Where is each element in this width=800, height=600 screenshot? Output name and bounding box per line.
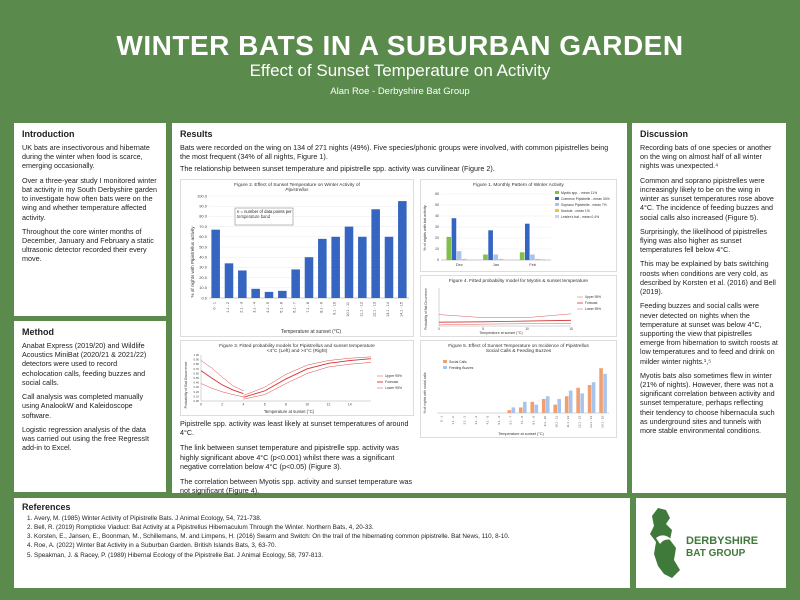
figure-3-chart	[180, 340, 414, 416]
logo-text-line1: DERBYSHIRE	[686, 535, 759, 547]
figure-5-y-label: % of nights with social calls	[423, 372, 427, 414]
figure-5-bar	[569, 391, 573, 413]
figure-5-x-tick: 5.1 - 6	[497, 416, 502, 425]
figure-5-bar	[553, 405, 557, 413]
figure-3-y-tick: 0.70	[193, 366, 199, 371]
figure-5-x-tick: 6.1 - 7	[508, 416, 513, 425]
figure-2-x-tick: 8.1 - 9	[319, 302, 324, 313]
results-conclusions	[180, 419, 418, 501]
figure-1-y-label: % of nights with bat activity	[423, 205, 427, 251]
figure-2-y-label: % of nights with Pipistrellus activity	[190, 226, 195, 298]
figure-4-series-line	[439, 314, 571, 318]
figure-5-bar	[508, 410, 512, 413]
derbyshire-bat-group-logo	[636, 498, 786, 588]
figure-4-x-tick: 5	[482, 327, 484, 331]
figure-2-x-tick: 9.1 - 10	[332, 302, 337, 315]
figure-3-x-tick: 2	[221, 402, 224, 407]
figure-2-bar	[291, 269, 300, 298]
figure-5-x-tick: 3.1 - 4	[474, 416, 479, 425]
figure-2-bar	[398, 201, 407, 298]
figure-2-x-tick: 10.1 - 11	[346, 302, 350, 317]
figure-2-y-tick: 30.0	[199, 264, 207, 270]
figure-3-series-line	[201, 371, 244, 394]
figure-3-x-tick: 6	[263, 402, 266, 407]
figure-2-bar	[251, 289, 260, 298]
figure-1-bar	[462, 259, 467, 260]
figure-1-bar	[535, 259, 540, 260]
figure-1-title: Figure 1. Monthly Pattern of Winter Activity	[473, 183, 564, 188]
figure-2-note: n = number of data points per temperature band	[237, 209, 292, 220]
figure-5-bar	[530, 402, 534, 413]
figure-2-y-tick: 90.0	[199, 203, 207, 209]
figure-2-x-label: Temperature at sunset (°C)	[280, 329, 342, 335]
method-paragraph: Anabat Express (2019/20) and Wildlife Acoustics MiniBat (2020/21 & 2021/22) detectors were used to record echolocation calls, feeding buzzes and social calls.	[22, 341, 147, 387]
figure-5-bar	[580, 393, 584, 413]
figure-4-legend-label: Lower 95%	[585, 307, 601, 311]
figure-1-bar	[520, 252, 525, 260]
figure-2-y-tick: 70.0	[199, 223, 207, 229]
figure-5-x-tick: 2.1 - 3	[462, 416, 467, 425]
figure-5-bar	[599, 368, 603, 413]
figure-3-x-label: Temperature at sunset (°C)	[263, 409, 315, 414]
figure-3-series-line	[244, 359, 372, 398]
results-paragraph: Pipistrelle spp. activity was least likely at sunset temperatures of around 4°C.	[180, 419, 409, 438]
figure-2-bar	[371, 209, 380, 298]
introduction-panel	[14, 123, 166, 316]
figure-5-bar	[576, 388, 580, 413]
figure-2-bar	[305, 257, 314, 298]
figure-2-chart	[180, 179, 414, 337]
introduction-heading: Introduction	[22, 129, 75, 139]
figure-1-legend-label: Common Pipistrelle - mean 34%	[561, 197, 610, 201]
figure-5-legend-swatch	[443, 366, 447, 369]
figure-1-bar	[493, 255, 498, 261]
figure-4-series-line	[439, 320, 571, 322]
discussion-heading: Discussion	[640, 129, 689, 139]
references-list	[22, 514, 622, 560]
figure-2-title: Figure 2. Effect of Sunset Temperature on Winter Activity of	[234, 183, 360, 188]
figure-1-legend-label: Noctule - mean 1%	[561, 209, 590, 213]
figure-3-y-tick: 0.40	[193, 380, 199, 385]
figure-2-y-tick: 40.0	[199, 254, 207, 260]
figure-5-bar	[588, 385, 592, 413]
figure-5-legend-label: Social Calls	[449, 360, 467, 364]
figure-1-bar	[483, 255, 488, 261]
figure-2-bar	[278, 291, 287, 298]
results-paragraph: Bats were recorded on the wing on 134 of 271 nights (49%). Five species/phonic groups were involved, with common pipistrelles being the most frequent (34% of all nights, Figure 1).	[180, 143, 609, 162]
figure-2-x-tick: 1.1 - 2	[226, 302, 230, 313]
figure-1-bar	[530, 255, 535, 261]
figure-3-x-tick: 10	[305, 402, 310, 407]
figure-4-legend-label: Forecast	[585, 301, 598, 305]
figure-5-x-tick: 14.1 - 15	[600, 416, 605, 428]
figure-3-x-tick: 0	[200, 402, 202, 407]
figure-3-x-tick: 4	[242, 402, 245, 407]
intro-paragraph: UK bats are insectivorous and hibernate during the winter when food is scarce, emerging occasionally.	[22, 143, 150, 171]
figure-2-y-tick: 20.0	[199, 274, 207, 280]
figure-3-series-line	[201, 384, 244, 397]
results-paragraph: The relationship between sunset temperature and pipistrelle spp. activity was curvilinear (Figure 2).	[180, 164, 495, 174]
results-heading: Results	[180, 129, 213, 139]
figure-1-y-tick: 20	[435, 236, 439, 241]
figure-4-series-line	[439, 324, 571, 325]
figure-5-x-tick: 1.1 - 2	[451, 416, 456, 425]
figure-2-x-tick: 3.1 - 4	[252, 302, 257, 313]
figure-4-x-label: Temperature at sunset (°C)	[479, 331, 523, 335]
figure-2-bar	[345, 227, 354, 298]
figure-5-bar	[557, 399, 561, 413]
figure-5-x-tick: 9.1 - 10	[542, 416, 547, 427]
figure-5-bar	[546, 396, 550, 413]
figure-2-x-tick: 12.1 - 13	[372, 302, 377, 317]
figure-5-bar	[542, 399, 546, 413]
figure-3-legend-label: Forecast	[385, 380, 399, 384]
references-panel	[14, 498, 630, 588]
figure-2-bar	[331, 237, 340, 298]
figure-2-x-tick: 7.1 - 8	[306, 302, 310, 313]
discussion-paragraph: Surprisingly, the likelihood of pipistrelles flying was also higher as sunset temperatures fell below 4°C.	[640, 226, 767, 255]
figure-2-x-tick: 6.1 - 7	[292, 302, 297, 313]
figure-4-x-tick: 10	[525, 327, 529, 331]
method-paragraph: Logistic regression analysis of the data was carried out using the free RegressIt add-in to Excel.	[22, 424, 150, 453]
figure-2-bar	[318, 239, 327, 298]
figure-2-y-tick: 0.0	[201, 295, 207, 301]
figure-1-y-tick: 0	[437, 258, 439, 263]
figure-5-x-tick: 7.1 - 8	[520, 416, 524, 425]
figure-1-legend-swatch	[555, 215, 559, 218]
figure-3-x-tick: 12	[326, 402, 331, 407]
figure-2-bar	[358, 237, 367, 298]
figure-2-bar	[238, 270, 247, 298]
figure-1-legend-label: Leisler's bat - mean 0.4%	[561, 215, 600, 219]
figure-5-bar	[523, 402, 527, 413]
figure-1-legend-label: Soprano Pipistrelle - mean 7%	[561, 203, 607, 207]
figure-2-x-tick: 2.1 - 3	[239, 302, 244, 313]
figure-1-legend-label: Myotis spp. - mean 11%	[561, 191, 598, 195]
figure-1-y-tick: 10	[435, 247, 439, 252]
discussion-paragraph: Myotis bats also sometimes flew in winter (21% of nights). However, there was not a significant correlation between activity and sunset temperature, perhaps reflecting their tendency to choose hibernacula such as underground sites and tunnels with more stable environmental conditions.	[640, 370, 775, 436]
poster-title: WINTER BATS IN A SUBURBAN GARDEN	[116, 30, 684, 61]
discussion-paragraph: Feeding buzzes and social calls were never detected on nights when the temperature at sunset was below 4°C, supporting the view that pipistrelles emerge from hibernation to switch roosts at low temperatures and to feed and drink on milder winter nights.¹,⁵	[640, 301, 778, 366]
reference-item: 4. Roe, A. (2022) Winter Bat Activity in a Suburban Garden. British Islands Bats, 3, 63-70.	[34, 541, 622, 550]
figure-3-series-line	[244, 357, 372, 396]
figure-2-x-tick: 14.1 - 15	[399, 302, 404, 317]
figure-2-y-tick: 10.0	[199, 285, 207, 291]
figure-1-y-tick: 50	[435, 203, 439, 208]
intro-paragraph: Over a three-year study I monitored winter bat activity in my South Derbyshire garden to investigate how often bats were on the wing and whether temperature affected activity.	[22, 175, 158, 222]
references-heading: References	[22, 502, 71, 512]
figure-5-x-tick: 8.1 - 9	[531, 416, 536, 425]
figure-1-x-tick: Dec	[455, 262, 463, 267]
poster-author: Alan Roe - Derbyshire Bat Group	[330, 86, 470, 97]
poster-subtitle: Effect of Sunset Temperature on Activity	[249, 61, 551, 80]
figure-5-chart	[420, 340, 617, 438]
logo-text-line2: BAT GROUP	[686, 548, 746, 559]
figure-1-bar	[452, 218, 457, 260]
figure-5-bar	[603, 374, 607, 413]
figure-5-x-tick: 11.1 - 12	[565, 416, 570, 428]
discussion-panel	[632, 123, 786, 493]
figure-3-y-tick: 0.50	[193, 376, 199, 380]
figure-4-y-label: Probability of Bat Occurrence	[424, 288, 428, 330]
figure-3-legend-label: Lower 95%	[385, 386, 402, 390]
figure-5-x-tick: 0 - 1	[439, 416, 444, 423]
figure-5-x-tick: 10.1 - 11	[554, 416, 559, 428]
figure-5-bar	[592, 382, 596, 413]
figure-4-chart	[420, 275, 617, 337]
figure-2-x-tick: 5.1 - 6	[279, 302, 284, 313]
bat-map-logo-icon	[636, 498, 786, 588]
discussion-paragraph: Common and soprano pipistrelles were increasingly likely to be on the wing in winter as sunset temperatures rose above 4°C. The incidence of feeding buzzes and social calls also increased (Figure 5).	[640, 175, 774, 222]
figure-2-bar	[225, 263, 234, 298]
figure-1-bar	[499, 259, 504, 260]
figure-1-y-tick: 30	[435, 225, 439, 230]
figure-5-x-tick: 13.1 - 14	[588, 416, 593, 428]
figure-5-bar	[565, 396, 569, 413]
figure-3-y-tick: 0.80	[193, 362, 199, 367]
figure-1-legend-swatch	[555, 191, 559, 194]
figure-5-x-label: Temperature at sunset (°C)	[498, 432, 544, 436]
figure-5-title-line2: Social Calls & Feeding Buzzes	[485, 349, 552, 354]
figure-1-legend-swatch	[555, 209, 559, 212]
figure-4-x-tick: 15	[569, 327, 573, 331]
figure-5-title: Figure 5. Effect of Sunset Temperature on Incidence of Pipistrellus	[448, 344, 589, 349]
figure-2-x-tick: 13.1 - 14	[386, 302, 390, 317]
figure-3-y-tick: 0.90	[193, 357, 199, 362]
figure-2-plot	[181, 180, 413, 336]
figure-1-y-tick: 60	[435, 192, 439, 197]
reference-item: 1. Avery, M. (1985) Winter Activity of Pipistrelle Bats. J Animal Ecology, 54, 721-738.	[34, 514, 622, 523]
figure-3-x-tick: 14	[347, 402, 352, 407]
intro-paragraph: Throughout the core winter months of December, January and February a static ultrasonic detector recorded their every move.	[22, 226, 154, 264]
figure-4-legend-label: Upper 95%	[585, 295, 601, 299]
figure-3-series-line	[244, 362, 372, 399]
figure-1-chart	[420, 179, 617, 272]
figure-5-plot	[421, 341, 616, 437]
figure-5-legend-label: Feeding Buzzes	[449, 366, 474, 370]
figure-2-y-tick: 50.0	[199, 244, 207, 250]
figure-3-y-tick: 0.30	[193, 385, 199, 390]
figure-3-x-tick: 8	[285, 402, 287, 407]
figure-3-title-line2: <4°C (Left) and >4°C (Right)	[266, 349, 328, 354]
figure-2-bar	[265, 292, 274, 298]
figure-1-plot	[421, 180, 616, 271]
results-panel	[172, 123, 627, 496]
figure-5-legend-swatch	[443, 360, 447, 363]
figure-1-x-tick: Feb	[529, 262, 537, 267]
reference-item: 3. Korsten, E., Jansen, E., Boonman, M., Schillemans, M. and Limpens, H. (2016) Swarm and Switch: On the trail of the hibernating common pipistrelle. Bat News, 110, 8-10.	[34, 532, 622, 541]
figure-5-x-tick: 12.1 - 13	[577, 416, 582, 428]
figure-3-y-label: Probability of Bat Occurrence	[184, 361, 188, 409]
figure-1-y-tick: 40	[435, 214, 439, 219]
figure-3-title: Figure 3. Fitted probability models for Pipistrellus and sunset temperature	[219, 344, 375, 349]
figure-3-y-tick: 0.00	[193, 399, 199, 403]
figure-1-bar	[525, 224, 530, 260]
figure-5-bar	[512, 407, 516, 413]
figure-2-bar	[385, 237, 394, 298]
figure-1-bar	[457, 251, 462, 260]
figure-1-bar	[488, 230, 493, 260]
figure-5-bar	[534, 405, 538, 413]
figure-4-x-tick: 0	[438, 327, 440, 331]
figure-3-y-tick: 0.60	[193, 371, 199, 376]
figure-3-y-tick: 0.10	[193, 394, 199, 399]
figure-5-x-tick: 4.1 - 5	[485, 416, 490, 425]
discussion-paragraph: Recording bats of one species or another on the wing on almost half of all winter nights was unexpected.⁴	[640, 143, 772, 171]
method-heading: Method	[22, 327, 54, 337]
figure-1-legend-swatch	[555, 203, 559, 206]
figure-1-bar	[447, 237, 452, 260]
figure-5-bar	[519, 407, 523, 413]
figure-3-y-tick: 1.00	[193, 353, 199, 357]
figure-4-title: Figure 4. Fitted probability model for Myotis & sunset temperature	[448, 279, 589, 284]
figure-2-y-tick: 100.0	[196, 193, 207, 199]
figure-2-title-species: Pipistrellus	[285, 188, 309, 193]
method-panel	[14, 321, 166, 492]
figure-2-y-tick: 80.0	[199, 213, 207, 219]
figure-1-legend-swatch	[555, 197, 559, 200]
method-paragraph: Call analysis was completed manually using AnalookW and Kaleidoscope software.	[22, 392, 144, 420]
figure-1-bar	[540, 259, 545, 260]
figure-3-legend-label: Upper 95%	[385, 374, 402, 378]
figure-3-y-tick: 0.20	[193, 389, 199, 394]
reference-item: 2. Bell, R. (2019) Rompticke Viaduct: Bat Activity at a Pipistrellus Hibernaculum Through the Winter. Northern Bats, 4, 20-33.	[34, 523, 622, 532]
figure-2-x-tick: 4.1 - 5	[266, 302, 270, 313]
figure-1-x-tick: Jan	[492, 262, 500, 267]
reference-item: 5. Speakman, J. & Racey, P. (1989) Hibernal Ecology of the Pipistrelle Bat. J Animal Ecology, 58, 797-813.	[34, 551, 622, 560]
figure-2-bar	[211, 230, 220, 298]
figure-2-y-tick: 60.0	[199, 234, 207, 240]
discussion-paragraph: This may be explained by bats switching roosts when conditions are very cold, as described by Korsten et al. (2016) and Bell (2019).	[640, 259, 776, 297]
figure-2-x-tick: 11.1 - 12	[359, 302, 364, 317]
figure-4-plot	[421, 276, 616, 336]
results-paragraph: The link between sunset temperature and pipistrelle spp. activity was highly significant above 4°C (p<0.001) whilst there was a significant negative correlation below 4°C (p<0.05) (Figure 3).	[180, 443, 399, 471]
figure-2-x-tick: 0 - 1	[212, 302, 217, 310]
results-paragraph: The correlation between Myotis spp. activity and sunset temperature was not significant (Figure 4).	[180, 477, 413, 496]
